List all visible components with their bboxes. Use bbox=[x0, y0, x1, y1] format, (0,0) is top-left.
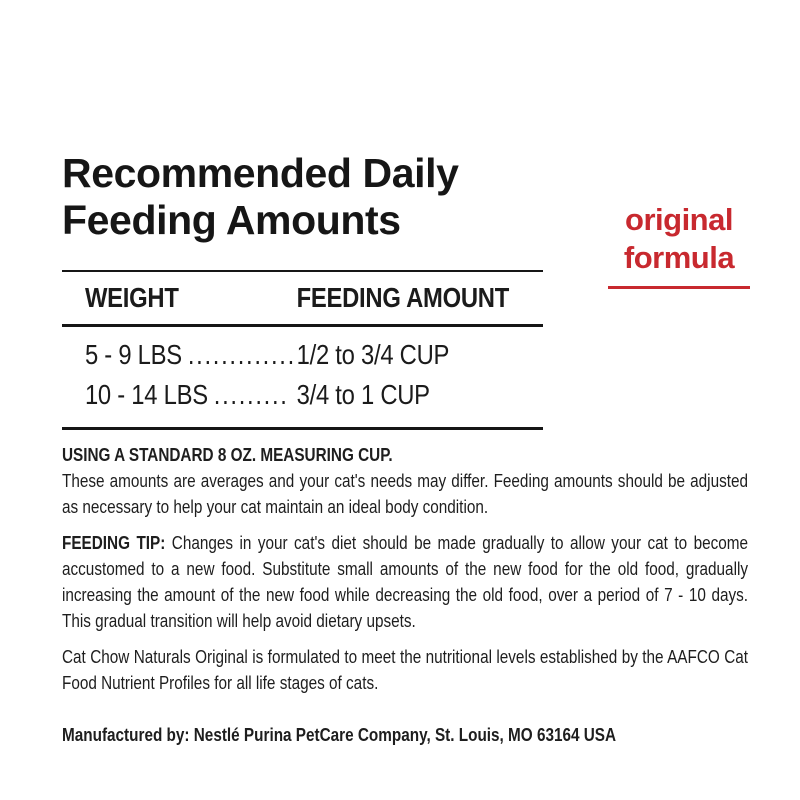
manufacturer-line: Manufactured by: Nestlé Purina PetCare Company, St. Louis, MO 63164 USA bbox=[62, 725, 617, 745]
column-header-weight: WEIGHT bbox=[84, 282, 179, 313]
title-line-1: Recommended Daily bbox=[62, 150, 459, 196]
dot-leader: ............. bbox=[187, 339, 296, 370]
measuring-cup-note bbox=[62, 442, 748, 520]
badge-line-1: original bbox=[625, 202, 733, 237]
weight-cell bbox=[85, 335, 297, 375]
dot-leader: ......... bbox=[213, 379, 289, 410]
feeding-tip-note bbox=[62, 530, 748, 634]
feeding-tip-body: Changes in your cat's diet should be made gradually to allow your cat to become accustomed to a new food. Substitute small amounts of the new food for the old food, gradually increasing the amount of the new food while decreasing the old food, over a period of 7 - 10 days. This gradual transition will help avoid dietary upsets. bbox=[62, 533, 749, 631]
column-header-feeding-amount: FEEDING AMOUNT bbox=[296, 282, 509, 313]
table-body bbox=[62, 327, 543, 427]
table-row-1 bbox=[85, 335, 543, 375]
table-header-row bbox=[62, 272, 543, 324]
measuring-cup-body: These amounts are averages and your cat's needs may differ. Feeding amounts should be adjusted as necessary to help your cat maintain an ideal body condition. bbox=[62, 471, 749, 517]
aafco-statement: Cat Chow Naturals Original is formulated to meet the nutritional levels established by the AAFCO Cat Food Nutrient Profiles for all life stages of cats. bbox=[62, 647, 749, 693]
table-rule-bottom bbox=[62, 427, 543, 430]
amount-value: 3/4 to 1 CUP bbox=[296, 379, 430, 410]
weight-value: 5 - 9 LBS bbox=[84, 339, 182, 370]
weight-cell bbox=[85, 375, 297, 415]
original-formula-badge bbox=[608, 201, 750, 289]
feeding-amounts-table bbox=[62, 270, 543, 430]
measuring-cup-heading: USING A STANDARD 8 OZ. MEASURING CUP. bbox=[62, 445, 393, 465]
feeding-tip-label: FEEDING TIP: bbox=[62, 533, 166, 553]
amount-value: 1/2 to 3/4 CUP bbox=[296, 339, 450, 370]
badge-line-2: formula bbox=[623, 240, 735, 275]
title-line-2: Feeding Amounts bbox=[62, 197, 401, 243]
feeding-info-panel bbox=[0, 150, 800, 800]
table-row-2 bbox=[85, 375, 543, 415]
weight-value: 10 - 14 LBS bbox=[84, 379, 208, 410]
